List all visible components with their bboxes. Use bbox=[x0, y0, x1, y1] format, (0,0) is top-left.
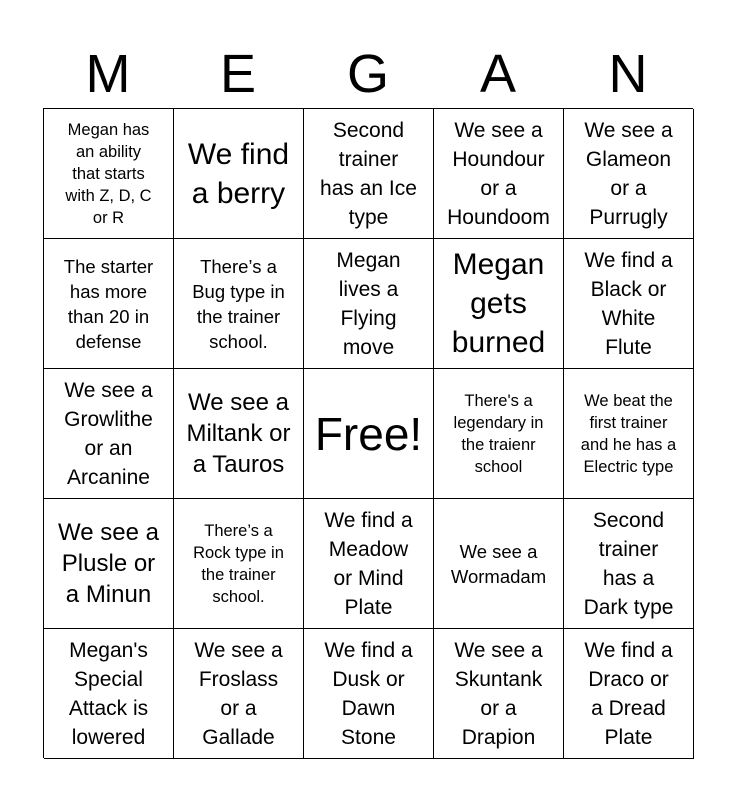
bingo-cell[interactable] bbox=[44, 499, 174, 629]
bingo-cell[interactable] bbox=[304, 239, 434, 369]
bingo-cell-text: We see a Plusle or a Minun bbox=[58, 519, 159, 608]
bingo-cell[interactable] bbox=[44, 109, 174, 239]
bingo-cell-text: The starter has more than 20 in defense bbox=[63, 255, 154, 352]
bingo-cell[interactable] bbox=[174, 499, 304, 629]
bingo-cell-text: We find a berry bbox=[187, 137, 290, 210]
bingo-cell[interactable] bbox=[44, 629, 174, 759]
header-letter-e: E bbox=[219, 44, 257, 104]
bingo-cell-text: We see a Wormadam bbox=[450, 540, 547, 587]
bingo-cell[interactable] bbox=[564, 499, 694, 629]
bingo-cell[interactable] bbox=[304, 109, 434, 239]
bingo-cell[interactable] bbox=[174, 629, 304, 759]
bingo-cell[interactable] bbox=[564, 239, 694, 369]
bingo-cell[interactable] bbox=[434, 499, 564, 629]
bingo-cell-text: There’s a Bug type in the trainer school. bbox=[192, 255, 285, 352]
bingo-cell[interactable] bbox=[564, 369, 694, 499]
bingo-grid bbox=[43, 108, 693, 758]
bingo-cell-text: We see a Houndour or a Houndoom bbox=[447, 118, 550, 229]
bingo-cell-text: We see a Skuntank or a Drapion bbox=[454, 638, 543, 749]
bingo-cell[interactable] bbox=[174, 109, 304, 239]
header-letter-g: G bbox=[346, 44, 389, 104]
bingo-cell-text: Megan lives a Flying move bbox=[336, 248, 401, 359]
bingo-cell-text: We see a Glameon or a Purrugly bbox=[584, 118, 673, 229]
bingo-cell-text: There's a legendary in the traienr school bbox=[453, 391, 544, 476]
bingo-cell-text: We beat the first trainer and he has a Electric type bbox=[580, 391, 677, 476]
bingo-cell-text: We find a Dusk or Dawn Stone bbox=[324, 638, 413, 749]
bingo-cell[interactable] bbox=[304, 629, 434, 759]
bingo-cell-text: We see a Froslass or a Gallade bbox=[194, 638, 283, 749]
bingo-cell-free[interactable] bbox=[304, 369, 434, 499]
bingo-cell-text: We find a Black or White Flute bbox=[584, 248, 673, 359]
bingo-cell[interactable] bbox=[44, 369, 174, 499]
bingo-cell[interactable] bbox=[174, 369, 304, 499]
header-letter-a: A bbox=[479, 44, 517, 104]
bingo-cell[interactable] bbox=[434, 369, 564, 499]
bingo-cell[interactable] bbox=[434, 239, 564, 369]
header-letter-n: N bbox=[608, 44, 648, 104]
bingo-cell[interactable] bbox=[44, 239, 174, 369]
bingo-cell-text: We find a Draco or a Dread Plate bbox=[584, 638, 673, 749]
bingo-cell[interactable] bbox=[174, 239, 304, 369]
bingo-cell[interactable] bbox=[304, 499, 434, 629]
bingo-cell[interactable] bbox=[564, 109, 694, 239]
bingo-cell-text: Megan's Special Attack is lowered bbox=[68, 638, 149, 749]
bingo-cell[interactable] bbox=[434, 109, 564, 239]
bingo-cell[interactable] bbox=[434, 629, 564, 759]
bingo-cell-text: There’s a Rock type in the trainer school. bbox=[193, 521, 284, 606]
header-letter-m: M bbox=[85, 44, 131, 104]
bingo-cell-text: We find a Meadow or Mind Plate bbox=[324, 508, 413, 619]
bingo-cell-text: We see a Growlithe or an Arcanine bbox=[64, 378, 153, 489]
bingo-cell-text: Free! bbox=[314, 407, 423, 460]
bingo-cell[interactable] bbox=[564, 629, 694, 759]
bingo-cell-text: Second trainer has an Ice type bbox=[320, 118, 417, 229]
bingo-cell-text: We see a Miltank or a Tauros bbox=[186, 389, 291, 478]
bingo-cell-text: Megan has an ability that starts with Z, D, C or R bbox=[65, 120, 152, 227]
bingo-header bbox=[43, 40, 693, 108]
bingo-cell-text: Megan gets burned bbox=[451, 248, 546, 359]
bingo-cell-text: Second trainer has a Dark type bbox=[583, 508, 674, 619]
